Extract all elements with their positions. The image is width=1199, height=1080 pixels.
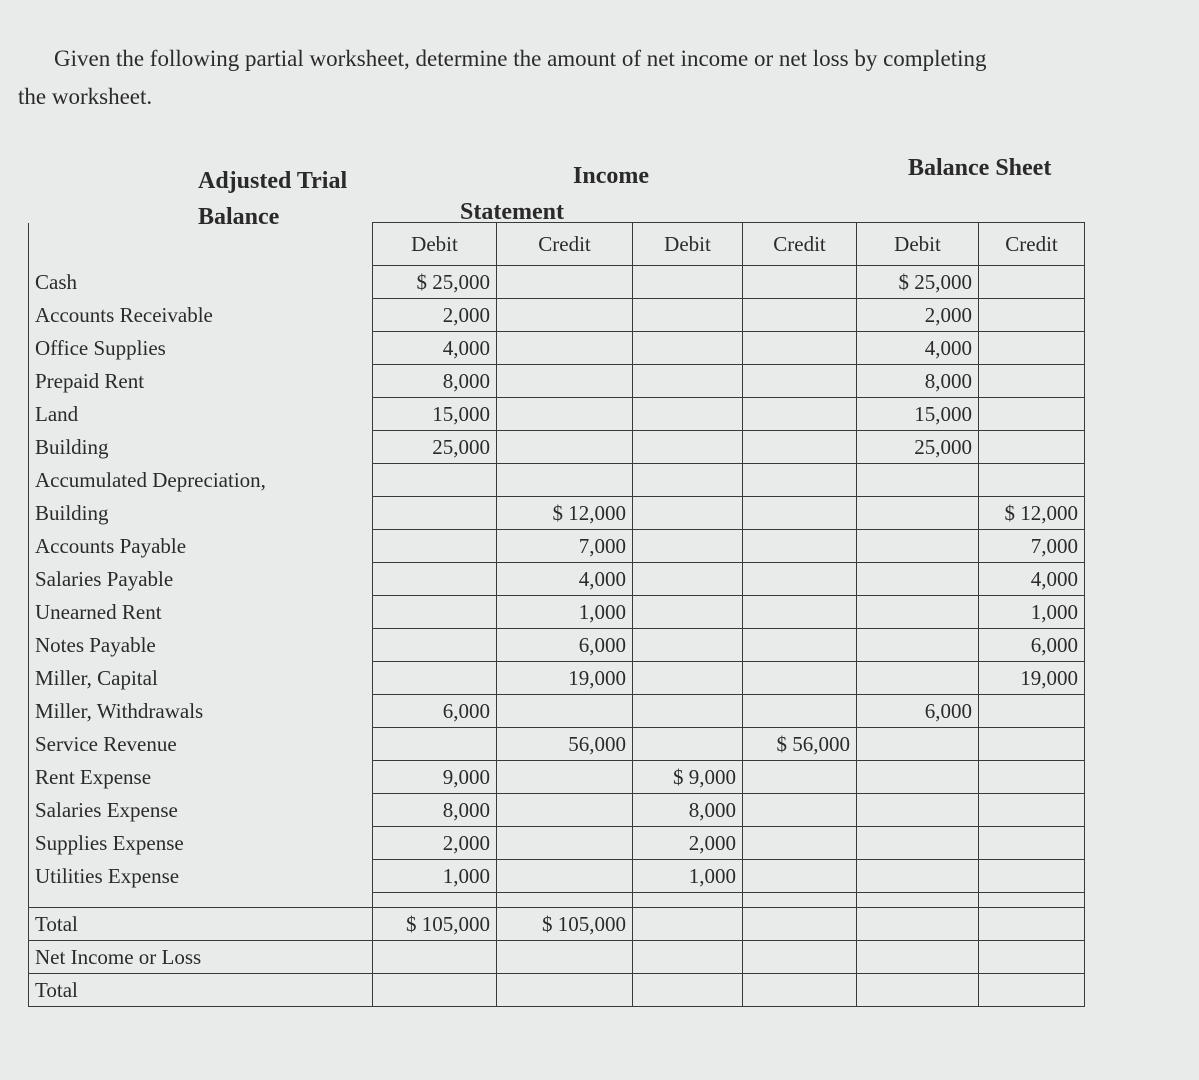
cell-is-credit — [743, 860, 857, 893]
cell-bs-debit — [857, 974, 979, 1007]
cell-atb-debit — [373, 464, 497, 497]
cell-bs-debit: 25,000 — [857, 431, 979, 464]
cell-bs-credit: 4,000 — [979, 563, 1085, 596]
cell-atb-debit — [373, 497, 497, 530]
col-is-debit: Debit — [633, 223, 743, 266]
cell-bs-credit: 19,000 — [979, 662, 1085, 695]
spacer-cell — [633, 893, 743, 908]
cell-bs-credit — [979, 794, 1085, 827]
cell-is-debit — [633, 728, 743, 761]
cell-atb-credit: 6,000 — [497, 629, 633, 662]
cell-bs-debit — [857, 629, 979, 662]
cell-atb-credit: 19,000 — [497, 662, 633, 695]
cell-atb-credit — [497, 365, 633, 398]
cell-bs-credit — [979, 860, 1085, 893]
account-name: Utilities Expense — [29, 860, 373, 893]
cell-atb-credit — [497, 299, 633, 332]
cell-bs-credit: $ 12,000 — [979, 497, 1085, 530]
cell-atb-debit — [373, 728, 497, 761]
table-row — [29, 695, 1085, 728]
cell-is-debit — [633, 365, 743, 398]
cell-bs-debit — [857, 728, 979, 761]
spacer-row — [29, 893, 1085, 908]
spacer-cell — [857, 893, 979, 908]
cell-bs-credit — [979, 761, 1085, 794]
cell-bs-debit — [857, 794, 979, 827]
cell-is-debit — [633, 662, 743, 695]
account-name: Service Revenue — [29, 728, 373, 761]
header-statement: Statement — [460, 199, 564, 225]
account-name: Net Income or Loss — [29, 941, 373, 974]
cell-is-debit — [633, 596, 743, 629]
table-row — [29, 974, 1085, 1007]
spacer-cell — [373, 893, 497, 908]
col-atb-credit: Credit — [497, 223, 633, 266]
cell-is-debit — [633, 695, 743, 728]
cell-atb-debit — [373, 629, 497, 662]
table-row — [29, 728, 1085, 761]
cell-is-credit — [743, 629, 857, 662]
cell-atb-credit: 1,000 — [497, 596, 633, 629]
cell-atb-debit: 4,000 — [373, 332, 497, 365]
instruction-line-2: the worksheet. — [18, 84, 153, 109]
account-name: Total — [29, 908, 373, 941]
cell-is-debit — [633, 563, 743, 596]
cell-is-debit — [633, 530, 743, 563]
cell-atb-debit — [373, 662, 497, 695]
table-row — [29, 596, 1085, 629]
cell-is-debit — [633, 974, 743, 1007]
spacer-cell — [979, 893, 1085, 908]
cell-bs-credit — [979, 398, 1085, 431]
col-atb-debit: Debit — [373, 223, 497, 266]
header-balance: Balance — [198, 204, 280, 230]
column-header-row — [29, 223, 1085, 266]
cell-atb-credit — [497, 332, 633, 365]
cell-atb-credit — [497, 761, 633, 794]
header-balance-sheet: Balance Sheet — [908, 155, 1052, 181]
cell-is-debit — [633, 299, 743, 332]
cell-is-credit — [743, 530, 857, 563]
account-name: Prepaid Rent — [29, 365, 373, 398]
cell-bs-credit — [979, 827, 1085, 860]
instruction-text — [18, 40, 1188, 116]
cell-bs-credit — [979, 299, 1085, 332]
cell-atb-credit — [497, 827, 633, 860]
account-name: Notes Payable — [29, 629, 373, 662]
cell-atb-credit: 4,000 — [497, 563, 633, 596]
cell-atb-debit — [373, 596, 497, 629]
cell-is-credit — [743, 794, 857, 827]
cell-is-debit: $ 9,000 — [633, 761, 743, 794]
cell-bs-credit: 7,000 — [979, 530, 1085, 563]
table-row — [29, 266, 1085, 299]
account-name: Land — [29, 398, 373, 431]
cell-bs-credit — [979, 974, 1085, 1007]
cell-atb-debit — [373, 941, 497, 974]
account-name: Salaries Expense — [29, 794, 373, 827]
cell-atb-debit: 25,000 — [373, 431, 497, 464]
table-row — [29, 662, 1085, 695]
cell-bs-credit — [979, 941, 1085, 974]
cell-bs-debit — [857, 497, 979, 530]
cell-atb-credit — [497, 941, 633, 974]
cell-is-debit: 2,000 — [633, 827, 743, 860]
cell-bs-credit — [979, 365, 1085, 398]
cell-bs-debit — [857, 761, 979, 794]
cell-atb-debit — [373, 563, 497, 596]
cell-atb-credit — [497, 974, 633, 1007]
account-name: Supplies Expense — [29, 827, 373, 860]
account-column-header — [29, 223, 373, 266]
account-name: Cash — [29, 266, 373, 299]
cell-is-credit — [743, 908, 857, 941]
cell-is-credit — [743, 464, 857, 497]
header-adjusted-trial: Adjusted Trial — [198, 168, 348, 194]
account-name: Unearned Rent — [29, 596, 373, 629]
cell-atb-debit: 2,000 — [373, 827, 497, 860]
cell-atb-debit: 8,000 — [373, 365, 497, 398]
cell-is-credit — [743, 974, 857, 1007]
table-row — [29, 794, 1085, 827]
cell-atb-credit: 56,000 — [497, 728, 633, 761]
cell-is-debit — [633, 497, 743, 530]
cell-atb-credit — [497, 398, 633, 431]
table-row — [29, 431, 1085, 464]
cell-bs-credit: 6,000 — [979, 629, 1085, 662]
account-name: Miller, Withdrawals — [29, 695, 373, 728]
spacer-cell — [497, 893, 633, 908]
cell-is-credit: $ 56,000 — [743, 728, 857, 761]
table-row — [29, 860, 1085, 893]
cell-is-debit — [633, 629, 743, 662]
col-bs-debit: Debit — [857, 223, 979, 266]
cell-is-credit — [743, 431, 857, 464]
cell-atb-credit — [497, 431, 633, 464]
cell-is-credit — [743, 827, 857, 860]
table-row — [29, 332, 1085, 365]
cell-is-debit — [633, 398, 743, 431]
account-name: Building — [29, 497, 373, 530]
cell-atb-debit: $ 105,000 — [373, 908, 497, 941]
cell-atb-credit: $ 105,000 — [497, 908, 633, 941]
table-row — [29, 941, 1085, 974]
table-row — [29, 827, 1085, 860]
account-name: Miller, Capital — [29, 662, 373, 695]
cell-bs-debit — [857, 464, 979, 497]
cell-bs-credit — [979, 332, 1085, 365]
cell-bs-debit — [857, 662, 979, 695]
cell-bs-debit: 8,000 — [857, 365, 979, 398]
cell-is-credit — [743, 662, 857, 695]
cell-is-credit — [743, 398, 857, 431]
cell-bs-credit: 1,000 — [979, 596, 1085, 629]
cell-atb-debit: 2,000 — [373, 299, 497, 332]
table-row — [29, 464, 1085, 497]
col-bs-credit: Credit — [979, 223, 1085, 266]
cell-bs-debit — [857, 530, 979, 563]
cell-bs-debit — [857, 596, 979, 629]
cell-bs-credit — [979, 908, 1085, 941]
cell-bs-debit: $ 25,000 — [857, 266, 979, 299]
cell-atb-debit — [373, 974, 497, 1007]
cell-bs-debit — [857, 908, 979, 941]
table-row — [29, 530, 1085, 563]
cell-atb-debit: $ 25,000 — [373, 266, 497, 299]
cell-is-credit — [743, 497, 857, 530]
account-name: Total — [29, 974, 373, 1007]
table-row — [29, 497, 1085, 530]
cell-bs-debit — [857, 827, 979, 860]
cell-atb-credit — [497, 266, 633, 299]
cell-bs-debit: 6,000 — [857, 695, 979, 728]
cell-bs-debit — [857, 563, 979, 596]
account-name: Accounts Receivable — [29, 299, 373, 332]
worksheet-table — [28, 222, 1085, 1007]
cell-is-debit — [633, 941, 743, 974]
cell-atb-credit — [497, 794, 633, 827]
cell-is-debit — [633, 266, 743, 299]
header-income: Income — [573, 163, 649, 189]
cell-bs-credit — [979, 695, 1085, 728]
cell-bs-credit — [979, 431, 1085, 464]
instruction-line-1: Given the following partial worksheet, determine the amount of net income or net loss by completing — [54, 46, 987, 71]
cell-is-credit — [743, 332, 857, 365]
cell-is-credit — [743, 365, 857, 398]
cell-atb-credit: 7,000 — [497, 530, 633, 563]
table-row — [29, 908, 1085, 941]
cell-bs-debit — [857, 860, 979, 893]
cell-is-debit — [633, 464, 743, 497]
cell-is-credit — [743, 563, 857, 596]
table-row — [29, 563, 1085, 596]
cell-bs-debit: 2,000 — [857, 299, 979, 332]
account-name: Rent Expense — [29, 761, 373, 794]
account-name: Salaries Payable — [29, 563, 373, 596]
cell-is-credit — [743, 941, 857, 974]
cell-bs-debit — [857, 941, 979, 974]
account-name: Office Supplies — [29, 332, 373, 365]
table-row — [29, 761, 1085, 794]
cell-bs-debit: 15,000 — [857, 398, 979, 431]
cell-atb-debit: 8,000 — [373, 794, 497, 827]
cell-is-credit — [743, 761, 857, 794]
account-name: Building — [29, 431, 373, 464]
cell-atb-credit — [497, 695, 633, 728]
cell-atb-debit: 15,000 — [373, 398, 497, 431]
cell-atb-credit: $ 12,000 — [497, 497, 633, 530]
cell-atb-credit — [497, 464, 633, 497]
account-name: Accumulated Depreciation, — [29, 464, 373, 497]
cell-bs-credit — [979, 728, 1085, 761]
spacer-cell — [743, 893, 857, 908]
cell-atb-debit: 1,000 — [373, 860, 497, 893]
cell-is-debit — [633, 332, 743, 365]
cell-is-credit — [743, 596, 857, 629]
cell-bs-credit — [979, 464, 1085, 497]
cell-is-debit: 8,000 — [633, 794, 743, 827]
cell-is-debit — [633, 431, 743, 464]
col-is-credit: Credit — [743, 223, 857, 266]
cell-atb-debit — [373, 530, 497, 563]
cell-is-credit — [743, 695, 857, 728]
cell-atb-credit — [497, 860, 633, 893]
cell-atb-debit: 6,000 — [373, 695, 497, 728]
cell-is-credit — [743, 266, 857, 299]
cell-atb-debit: 9,000 — [373, 761, 497, 794]
spacer-cell — [29, 893, 373, 908]
account-name: Accounts Payable — [29, 530, 373, 563]
table-row — [29, 299, 1085, 332]
cell-bs-credit — [979, 266, 1085, 299]
cell-is-credit — [743, 299, 857, 332]
table-row — [29, 398, 1085, 431]
cell-bs-debit: 4,000 — [857, 332, 979, 365]
table-row — [29, 629, 1085, 662]
table-row — [29, 365, 1085, 398]
cell-is-debit — [633, 908, 743, 941]
cell-is-debit: 1,000 — [633, 860, 743, 893]
